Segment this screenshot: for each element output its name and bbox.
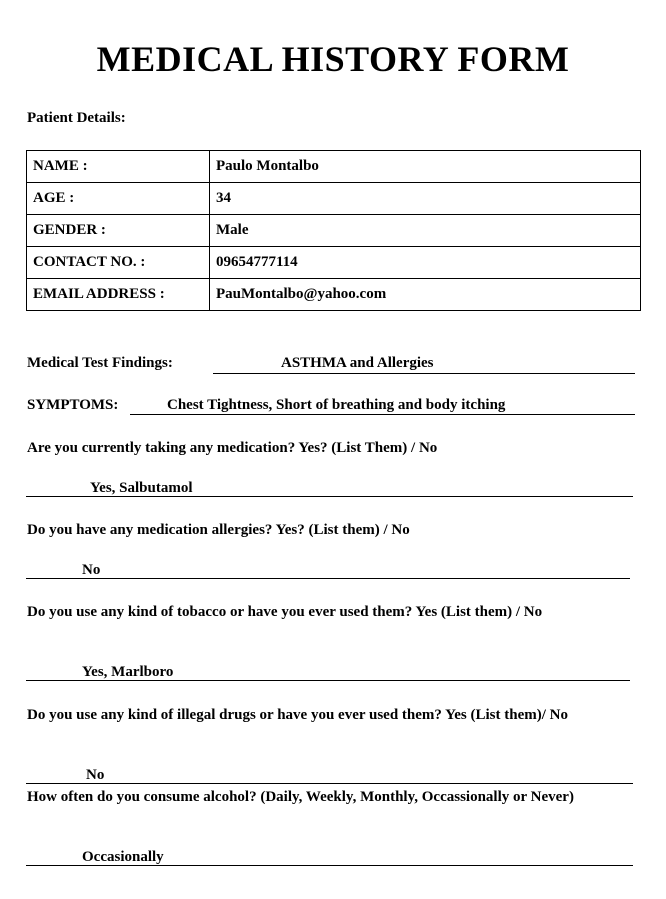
table-row — [27, 215, 641, 247]
symptoms-underline — [130, 414, 635, 415]
medication-allergies-answer[interactable]: No — [82, 562, 101, 578]
email-value[interactable]: PauMontalbo@yahoo.com — [210, 279, 641, 311]
contact-value[interactable]: 09654777114 — [210, 247, 641, 279]
findings-value[interactable]: ASTHMA and Allergies — [281, 355, 434, 371]
patient-details-table — [26, 150, 641, 311]
table-row — [27, 247, 641, 279]
name-label: NAME : — [27, 151, 210, 183]
email-label: EMAIL ADDRESS : — [27, 279, 210, 311]
alcohol-answer[interactable]: Occasionally — [82, 849, 164, 865]
drugs-underline — [26, 783, 633, 784]
name-value[interactable]: Paulo Montalbo — [210, 151, 641, 183]
gender-value[interactable]: Male — [210, 215, 641, 247]
drugs-question: Do you use any kind of illegal drugs or have you ever used them? Yes (List them)/ No — [27, 707, 568, 723]
medication-allergies-underline — [26, 578, 630, 579]
age-label: AGE : — [27, 183, 210, 215]
gender-label: GENDER : — [27, 215, 210, 247]
findings-underline — [213, 373, 635, 374]
drugs-answer[interactable]: No — [86, 767, 105, 783]
symptoms-value[interactable]: Chest Tightness, Short of breathing and body itching — [167, 397, 506, 413]
alcohol-question: How often do you consume alcohol? (Daily, Weekly, Monthly, Occassionally or Never) — [27, 789, 574, 805]
table-row — [27, 279, 641, 311]
medication-allergies-question: Do you have any medication allergies? Yes? (List them) / No — [27, 522, 410, 538]
table-row — [27, 183, 641, 215]
symptoms-label: SYMPTOMS: — [27, 397, 119, 413]
patient-details-label: Patient Details: — [27, 110, 126, 126]
findings-label: Medical Test Findings: — [27, 355, 173, 371]
contact-label: CONTACT NO. : — [27, 247, 210, 279]
medication-answer[interactable]: Yes, Salbutamol — [90, 480, 193, 496]
age-value[interactable]: 34 — [210, 183, 641, 215]
table-row — [27, 151, 641, 183]
tobacco-question: Do you use any kind of tobacco or have you ever used them? Yes (List them) / No — [27, 604, 543, 620]
tobacco-answer[interactable]: Yes, Marlboro — [82, 664, 174, 680]
medication-question: Are you currently taking any medication? Yes? (List Them) / No — [27, 440, 438, 456]
form-title: MEDICAL HISTORY FORM — [96, 39, 570, 79]
